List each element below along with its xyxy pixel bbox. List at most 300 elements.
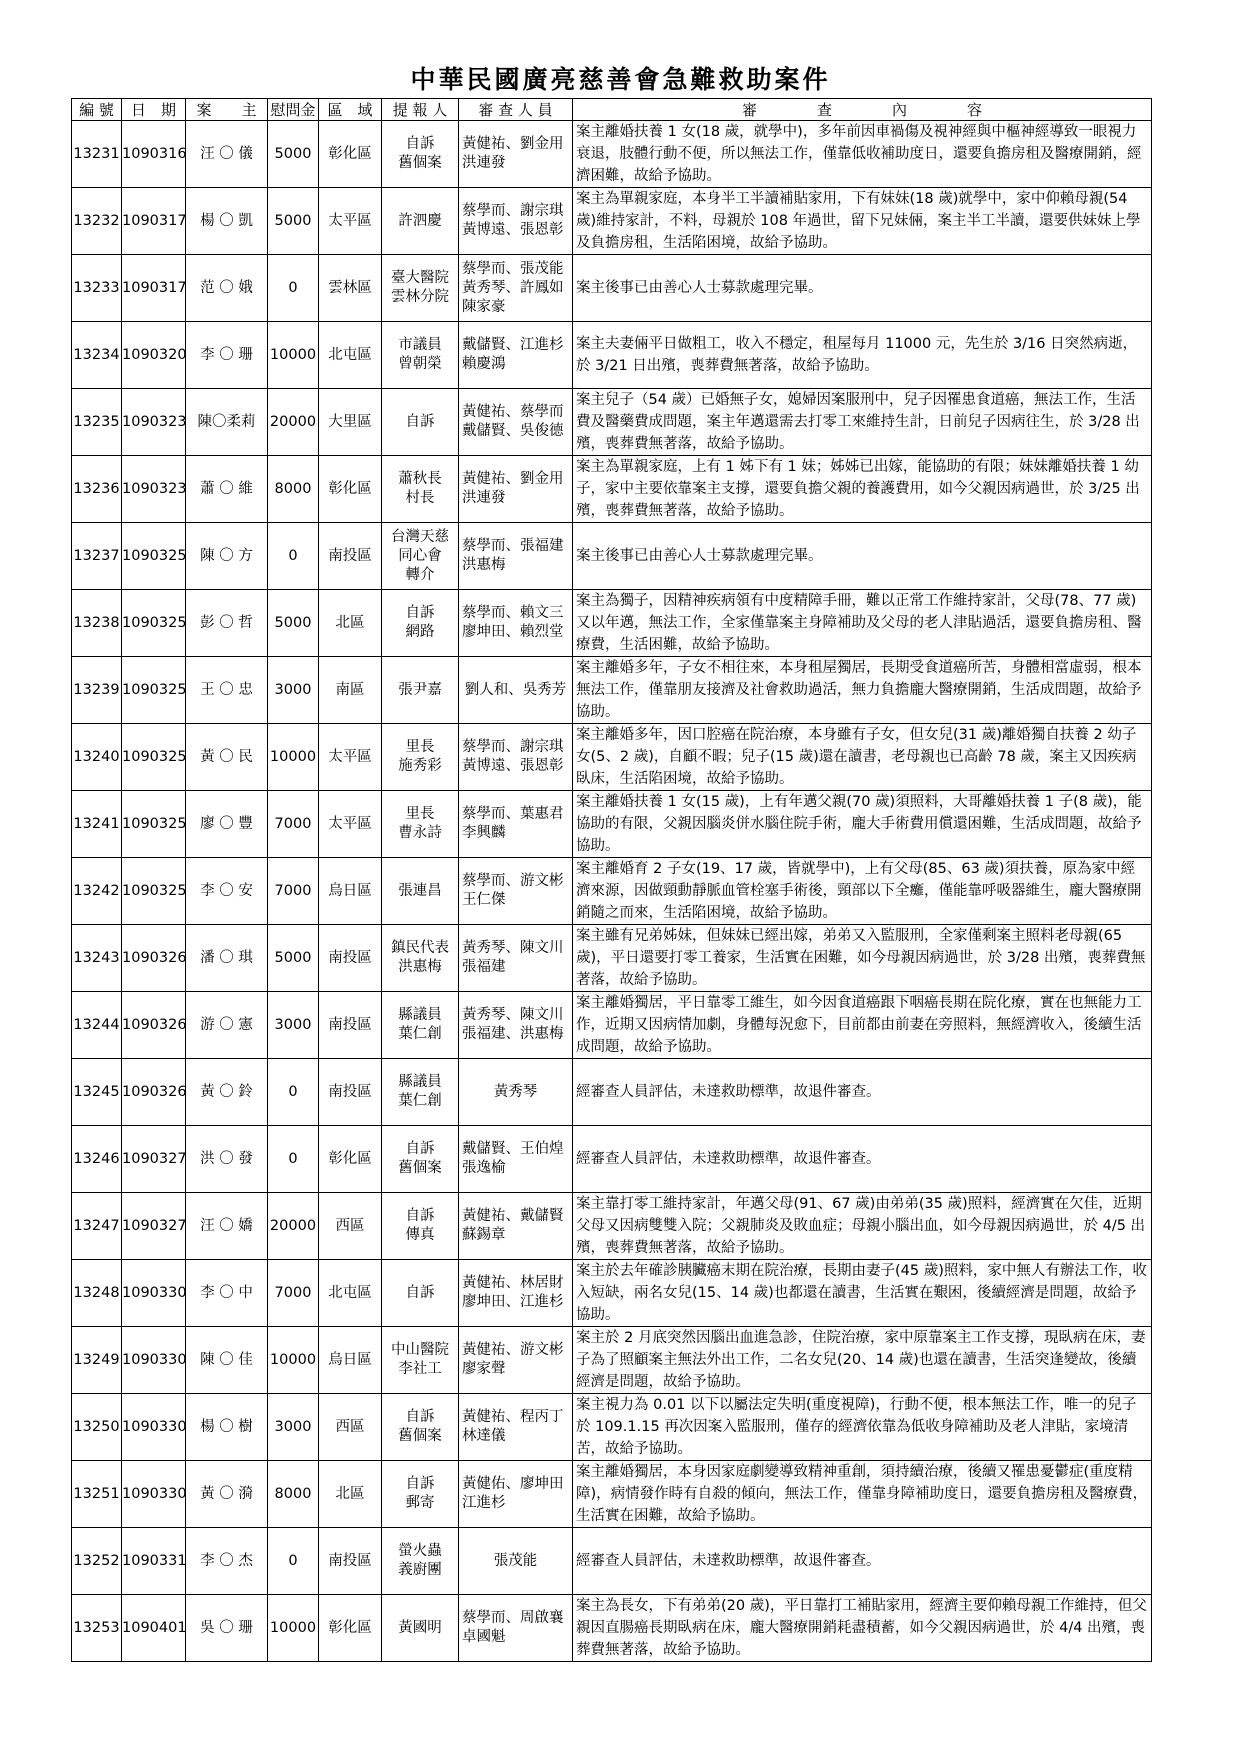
case-id-cell: 13233 [72,255,122,322]
case-amount-cell: 5000 [268,121,319,188]
reviewer-line: 蔡學而、謝宗琪 [462,739,564,755]
table-row [72,1059,1152,1126]
case-client-cell: 范 〇 娥 [186,255,268,322]
case-content-cell: 案主為單親家庭，本身半工半讀補貼家用，下有妹妹(18 歲)就學中，家中仰賴母親(54 歲)維持家計，不料，母親於 108 年過世，留下兄妹倆，案主半工半讀，還要供妹妹上學及負擔房租，生活陷困境，故給予協助。 [573,188,1152,255]
reviewer-line: 蔡學而、游文彬 [462,873,564,889]
case-client-cell: 李 〇 珊 [186,322,268,389]
reviewer-line: 戴儲賢、王伯煌 [462,1141,564,1157]
case-reporter-cell [382,1193,459,1260]
case-client-cell: 陳 〇 方 [186,523,268,590]
case-amount-cell: 7000 [268,1260,319,1327]
case-reporter-cell [382,389,459,456]
case-reporter-cell [382,925,459,992]
case-date-cell: 1090326 [122,992,186,1059]
reviewer-line: 蔡學而、賴文三 [462,605,564,621]
case-date-cell: 1090401 [122,1595,186,1662]
case-client-cell: 黃 〇 民 [186,724,268,791]
reporter-line: 網路 [405,624,435,640]
case-date-cell: 1090325 [122,724,186,791]
case-reporter-cell [382,1260,459,1327]
case-content-cell: 案主離婚扶養 1 女(15 歲)，上有年邁父親(70 歲)須照料，大哥離婚扶養 1 子(8 歲)，能協助的有限，父親因腦炎併水腦住院手術，龐大手術費用償還困難，生活成問題，故給予協助。 [573,791,1152,858]
case-content-cell: 案主夫妻倆平日做粗工，收入不穩定，租屋每月 11000 元，先生於 3/16 日突然病逝，於 3/21 日出殯，喪葬費無著落，故給予協助。 [573,322,1152,389]
case-id-cell: 13250 [72,1394,122,1461]
page-title: 中華民國廣亮慈善會急難救助案件 [410,65,831,94]
case-amount-cell: 10000 [268,724,319,791]
case-date-cell: 1090326 [122,1059,186,1126]
case-amount-cell: 20000 [268,389,319,456]
case-reviewers-cell [459,523,573,590]
case-content-cell: 案主離婚獨居，本身因家庭劇變導致精神重創，須持續治療，後續又罹患憂鬱症(重度精障)，病情發作時有自殺的傾向，無法工作，僅靠身障補助度日，還要負擔房租及醫療費，生活實在困難，故給予協助。 [573,1461,1152,1528]
case-date-cell: 1090330 [122,1461,186,1528]
reporter-line: 自訴 [405,1208,435,1224]
case-reviewers-cell [459,322,573,389]
case-amount-cell: 0 [268,1059,319,1126]
table-row [72,322,1152,389]
case-client-cell: 汪 〇 嬌 [186,1193,268,1260]
reviewer-line: 黃健祐、戴儲賢 [462,1208,564,1224]
reviewer-line: 洪連發 [462,155,506,171]
case-content-cell: 案主離婚獨居，平日靠零工維生，如今因食道癌跟下咽癌長期在院化療，實在也無能力工作，近期又因病情加劇，身體每況愈下，目前都由前妻在旁照料，無經濟收入，後續生活成問題，故給予協助。 [573,992,1152,1059]
reviewer-line: 張茂能 [493,1552,538,1569]
case-district-cell: 北區 [319,590,382,657]
reporter-line: 自訴 [405,1409,435,1425]
case-reviewers-cell [459,590,573,657]
reviewer-line: 黃健祐、劉金用 [462,471,564,487]
case-client-cell: 潘 〇 琪 [186,925,268,992]
table-row [72,389,1152,456]
case-amount-cell: 5000 [268,188,319,255]
case-district-cell: 太平區 [319,791,382,858]
case-content-cell: 案主離婚多年，因口腔癌在院治療，本身雖有子女，但女兒(31 歲)離婚獨自扶養 2 幼子女(5、2 歲)，自顧不暇；兒子(15 歲)還在讀書，老母親也已高齡 78 歲，案主又因疾病臥床，生活陷困境，故給予協助。 [573,724,1152,791]
case-amount-cell: 3000 [268,657,319,724]
case-date-cell: 1090323 [122,389,186,456]
reviewer-line: 洪惠梅 [462,557,506,573]
reporter-line: 自訴 [405,413,435,430]
reporter-line: 雲林分院 [391,289,449,305]
reporter-line: 洪惠梅 [398,959,442,975]
case-reviewers-cell [459,858,573,925]
table-row [72,1260,1152,1327]
case-client-cell: 王 〇 忠 [186,657,268,724]
case-reviewers-cell [459,1595,573,1662]
case-id-cell: 13231 [72,121,122,188]
case-reviewers-cell [459,657,573,724]
reviewer-line: 戴儲賢、江進杉 [462,337,564,353]
case-date-cell: 1090325 [122,791,186,858]
case-id-cell: 13239 [72,657,122,724]
case-client-cell: 楊 〇 樹 [186,1394,268,1461]
case-client-cell: 黃 〇 漪 [186,1461,268,1528]
case-rows [72,121,1152,1662]
reporter-line: 舊個案 [398,155,442,171]
case-district-cell: 西區 [319,1193,382,1260]
header-district: 區 域 [319,99,382,121]
reporter-line: 施秀彩 [398,758,442,774]
reviewer-line: 黃健祐、蔡學而 [462,404,564,420]
reporter-line: 鎮民代表 [391,940,449,956]
case-amount-cell: 0 [268,1126,319,1193]
case-reporter-cell [382,1461,459,1528]
case-amount-cell: 10000 [268,1327,319,1394]
reviewer-line: 黃健祐、劉金用 [462,136,564,152]
case-reviewers-cell [459,456,573,523]
reporter-line: 曹永詩 [398,825,442,841]
table-row [72,791,1152,858]
case-client-cell: 洪 〇 發 [186,1126,268,1193]
header-reporter: 提 報 人 [382,99,459,121]
case-content-cell: 案主靠打零工維持家計，年邁父母(91、67 歲)由弟弟(35 歲)照料，經濟實在欠佳，近期父母又因病雙雙入院；父親肺炎及敗血症；母親小腦出血，如今母親因病過世，於 4/5 出殯，喪葬費無著落，故給予協助。 [573,1193,1152,1260]
case-reporter-cell [382,1327,459,1394]
case-date-cell: 1090331 [122,1528,186,1595]
case-id-cell: 13234 [72,322,122,389]
reviewer-line: 陳家豪 [462,298,506,315]
case-reporter-cell [382,858,459,925]
reporter-line: 縣議員 [398,1007,442,1023]
table-row [72,188,1152,255]
reporter-line: 自訴 [405,605,435,621]
case-client-cell: 游 〇 憲 [186,992,268,1059]
case-reviewers-cell [459,389,573,456]
header-reviewers: 審 查 人 員 [459,99,573,121]
case-date-cell: 1090325 [122,657,186,724]
case-amount-cell: 3000 [268,1394,319,1461]
case-id-cell: 13253 [72,1595,122,1662]
case-district-cell: 北屯區 [319,1260,382,1327]
reviewer-line: 蔡學而、張福建 [462,538,564,554]
reporter-line: 葉仁創 [398,1026,442,1042]
header-amount: 慰問金 [268,99,319,121]
case-district-cell: 烏日區 [319,1327,382,1394]
table-row [72,724,1152,791]
reviewer-line: 戴儲賢、吳俊德 [462,423,564,439]
table-row [72,1394,1152,1461]
table-row [72,1327,1152,1394]
case-reporter-cell [382,590,459,657]
reviewer-line: 蔡學而、謝宗琪 [462,203,564,219]
case-reviewers-cell [459,188,573,255]
case-content-cell: 案主離婚扶養 1 女(18 歲，就學中)，多年前因車禍傷及視神經與中樞神經導致一眼視力衰退，肢體行動不便，所以無法工作，僅靠低收補助度日，還要負擔房租及醫療開銷，經濟困難，故給予協助。 [573,121,1152,188]
case-date-cell: 1090320 [122,322,186,389]
table-row [72,1126,1152,1193]
case-client-cell: 蕭 〇 維 [186,456,268,523]
case-reporter-cell [382,255,459,322]
case-amount-cell: 7000 [268,791,319,858]
reporter-line: 舊個案 [398,1160,442,1176]
case-id-cell: 13246 [72,1126,122,1193]
header-row [72,99,1152,121]
reporter-line: 縣議員 [398,1074,442,1090]
case-district-cell: 北屯區 [319,322,382,389]
reporter-line: 臺大醫院 [391,270,449,286]
table-row [72,1461,1152,1528]
case-district-cell: 南區 [319,657,382,724]
case-district-cell: 北區 [319,1461,382,1528]
case-date-cell: 1090325 [122,590,186,657]
case-reviewers-cell [459,1461,573,1528]
case-id-cell: 13232 [72,188,122,255]
case-id-cell: 13247 [72,1193,122,1260]
reviewer-line: 李興麟 [462,825,506,841]
header-client: 案 主 [186,99,268,121]
case-district-cell: 西區 [319,1394,382,1461]
case-district-cell: 彰化區 [319,1126,382,1193]
case-date-cell: 1090326 [122,925,186,992]
case-reporter-cell [382,523,459,590]
case-reporter-cell [382,791,459,858]
reviewer-line: 黃博遠、張恩彰 [462,758,564,774]
case-amount-cell: 0 [268,255,319,322]
case-content-cell: 案主後事已由善心人士募款處理完畢。 [573,255,1152,322]
case-reviewers-cell [459,1394,573,1461]
case-date-cell: 1090323 [122,456,186,523]
case-reviewers-cell [459,255,573,322]
case-district-cell: 彰化區 [319,456,382,523]
reporter-line: 葉仁創 [398,1093,442,1109]
reviewer-line: 張逸榆 [462,1160,506,1176]
reporter-line: 同心會 [398,547,442,564]
reporter-line: 自訴 [405,1476,435,1492]
reporter-line: 轉介 [405,566,435,583]
case-content-cell: 案主離婚多年，子女不相往來，本身租屋獨居，長期受食道癌所苦，身體相當虛弱，根本無法工作，僅靠朋友接濟及社會救助過活，無力負擔龐大醫療開銷，生活成問題，故給予協助。 [573,657,1152,724]
reviewer-line: 黃健祐、程丙丁 [462,1409,564,1425]
reporter-line: 村長 [405,490,435,506]
case-amount-cell: 10000 [268,322,319,389]
table-row [72,1193,1152,1260]
case-date-cell: 1090317 [122,188,186,255]
case-client-cell: 廖 〇 豐 [186,791,268,858]
reviewer-line: 張福建、洪惠梅 [462,1026,564,1042]
case-date-cell: 1090327 [122,1193,186,1260]
case-client-cell: 黃 〇 鈴 [186,1059,268,1126]
reviewer-line: 廖坤田、賴烈堂 [462,624,564,640]
case-id-cell: 13237 [72,523,122,590]
case-content-cell: 案主雖有兄弟姊妹，但妹妹已經出嫁，弟弟又入監服刑，全家僅剩案主照料老母親(65 歲)，平日還要打零工養家，生活實在困難，如今母親因病過世，於 3/28 出殯，喪葬費無著落，故給予協助。 [573,925,1152,992]
case-reporter-cell [382,188,459,255]
reviewer-line: 賴慶鴻 [462,356,506,372]
reviewer-line: 張福建 [462,959,506,975]
reporter-line: 自訴 [405,1141,435,1157]
case-client-cell: 李 〇 安 [186,858,268,925]
table-row [72,456,1152,523]
case-date-cell: 1090330 [122,1394,186,1461]
case-id-cell: 13242 [72,858,122,925]
reporter-line: 李社工 [398,1361,442,1377]
case-id-cell: 13245 [72,1059,122,1126]
case-amount-cell: 0 [268,1528,319,1595]
table-row [72,523,1152,590]
case-reviewers-cell [459,992,573,1059]
case-date-cell: 1090317 [122,255,186,322]
table-row [72,1528,1152,1595]
case-id-cell: 13241 [72,791,122,858]
reviewer-line: 黃博遠、張恩彰 [462,222,564,238]
case-reviewers-cell [459,1193,573,1260]
case-id-cell: 13244 [72,992,122,1059]
case-client-cell: 陳〇柔莉 [186,389,268,456]
reporter-line: 里長 [405,739,435,755]
case-district-cell: 烏日區 [319,858,382,925]
case-amount-cell: 20000 [268,1193,319,1260]
case-reporter-cell [382,121,459,188]
case-date-cell: 1090325 [122,523,186,590]
header-date: 日 期 [122,99,186,121]
table-row [72,925,1152,992]
case-amount-cell: 5000 [268,925,319,992]
case-date-cell: 1090325 [122,858,186,925]
case-id-cell: 13251 [72,1461,122,1528]
reviewer-line: 廖家聲 [462,1361,506,1377]
case-district-cell: 南投區 [319,992,382,1059]
case-district-cell: 太平區 [319,188,382,255]
case-client-cell: 汪 〇 儀 [186,121,268,188]
case-client-cell: 吳 〇 珊 [186,1595,268,1662]
case-reviewers-cell [459,1260,573,1327]
case-reporter-cell [382,1059,459,1126]
reviewer-line: 黃健祐、林居財 [462,1275,564,1291]
table-row [72,255,1152,322]
reporter-line: 蕭秋長 [398,471,442,487]
reviewer-line: 洪連發 [462,490,506,506]
reviewer-line: 蔡學而、周啟襄 [462,1610,564,1626]
case-reporter-cell [382,657,459,724]
reviewer-line: 林達儀 [462,1428,506,1444]
reviewer-line: 蔡學而、張茂能 [462,260,564,277]
case-id-cell: 13252 [72,1528,122,1595]
table-row [72,590,1152,657]
case-id-cell: 13240 [72,724,122,791]
case-district-cell: 彰化區 [319,1595,382,1662]
reporter-line: 中山醫院 [391,1342,449,1358]
case-district-cell: 南投區 [319,1059,382,1126]
reporter-line: 傳真 [405,1227,435,1243]
case-id-cell: 13249 [72,1327,122,1394]
reporter-line: 螢火蟲 [398,1543,442,1559]
reviewer-line: 卓國魁 [462,1629,506,1645]
case-reviewers-cell [459,1327,573,1394]
case-reporter-cell [382,992,459,1059]
case-reporter-cell [382,1528,459,1595]
case-content-cell: 案主於 2 月底突然因腦出血進急診，住院治療，家中原靠案主工作支撐，現臥病在床，妻子為了照顧案主無法外出工作，二名女兒(20、14 歲)也還在讀書，生活突逢變故，後續經濟是問題，故給予協助。 [573,1327,1152,1394]
reviewer-line: 黃健祐、游文彬 [462,1342,564,1358]
case-reviewers-cell [459,1528,573,1595]
case-content-cell: 案主離婚育 2 子女(19、17 歲，皆就學中)，上有父母(85、63 歲)須扶養，原為家中經濟來源，因做頸動靜脈血管栓塞手術後，頸部以下全癱，僅能靠呼吸器維生，龐大醫療開銷隨之而來，生活陷困境，故給予協助。 [573,858,1152,925]
reviewer-line: 黃秀琴 [493,1083,538,1100]
case-reporter-cell [382,456,459,523]
reviewer-line: 蔡學而、葉惠君 [462,806,564,822]
case-client-cell: 李 〇 杰 [186,1528,268,1595]
case-reviewers-cell [459,791,573,858]
reviewer-line: 黃秀琴、許鳳如 [462,279,564,296]
reporter-line: 自訴 [405,136,435,152]
table-row [72,1595,1152,1662]
case-reviewers-cell [459,1059,573,1126]
case-amount-cell: 0 [268,523,319,590]
case-district-cell: 大里區 [319,389,382,456]
reviewer-line: 黃秀琴、陳文川 [462,940,564,956]
case-id-cell: 13235 [72,389,122,456]
case-content-cell: 經審查人員評估，未達救助標準，故退件審查。 [573,1126,1152,1193]
reporter-line: 郵寄 [405,1495,435,1511]
case-amount-cell: 3000 [268,992,319,1059]
reviewer-line: 蘇錫章 [462,1227,506,1243]
table-row [72,121,1152,188]
case-id-cell: 13236 [72,456,122,523]
case-client-cell: 李 〇 中 [186,1260,268,1327]
case-amount-cell: 8000 [268,456,319,523]
reporter-line: 許泗慶 [398,212,442,229]
case-content-cell: 案主於去年確診胰臟癌末期在院治療，長期由妻子(45 歲)照料，家中無人有辦法工作，收入短缺，兩名女兒(15、14 歲)也都還在讀書，生活實在艱困，後續經濟是問題，故給予協助。 [573,1260,1152,1327]
case-id-cell: 13238 [72,590,122,657]
case-content-cell: 案主後事已由善心人士募款處理完畢。 [573,523,1152,590]
reviewer-line: 王仁傑 [462,892,506,908]
reviewer-line: 劉人和、吳秀芳 [464,681,567,698]
header-content: 審 查 內 容 [573,99,1152,121]
case-date-cell: 1090330 [122,1327,186,1394]
case-client-cell: 陳 〇 佳 [186,1327,268,1394]
reviewer-line: 黃秀琴、陳文川 [462,1007,564,1023]
case-content-cell: 案主兒子（54 歲）已婚無子女，媳婦因案服刑中，兒子因罹患食道癌，無法工作，生活費及醫藥費成問題，案主年邁還需去打零工來維持生計，日前兒子因病往生，於 3/28 出殯，喪葬費無著落，故給予協助。 [573,389,1152,456]
case-client-cell: 楊 〇 凱 [186,188,268,255]
case-reviewers-cell [459,121,573,188]
case-reviewers-cell [459,724,573,791]
cases-table [71,98,1152,1662]
reporter-line: 里長 [405,806,435,822]
case-content-cell: 經審查人員評估，未達救助標準，故退件審查。 [573,1059,1152,1126]
case-district-cell: 雲林區 [319,255,382,322]
reporter-line: 自訴 [405,1284,435,1301]
case-district-cell: 南投區 [319,925,382,992]
case-date-cell: 1090330 [122,1260,186,1327]
case-date-cell: 1090316 [122,121,186,188]
case-district-cell: 彰化區 [319,121,382,188]
case-reporter-cell [382,1394,459,1461]
case-id-cell: 13243 [72,925,122,992]
reviewer-line: 廖坤田、江進杉 [462,1294,564,1310]
case-district-cell: 南投區 [319,523,382,590]
reviewer-line: 江進杉 [462,1495,506,1511]
reporter-line: 曾朝榮 [398,356,442,372]
case-content-cell: 經審查人員評估，未達救助標準，故退件審查。 [573,1528,1152,1595]
case-content-cell: 案主為獨子，因精神疾病領有中度精障手冊，難以正常工作維持家計，父母(78、77 歲)又以年邁，無法工作，全家僅靠案主身障補助及父母的老人津貼過活，還要負擔房租、醫療費，生活困難，故給予協助。 [573,590,1152,657]
reporter-line: 張連昌 [398,882,442,899]
case-district-cell: 南投區 [319,1528,382,1595]
case-amount-cell: 10000 [268,1595,319,1662]
reporter-line: 黃國明 [398,1619,442,1636]
case-content-cell: 案主為長女，下有弟弟(20 歲)，平日靠打工補貼家用，經濟主要仰賴母親工作維持，但父親因直腸癌長期臥病在床，龐大醫療開銷耗盡積蓄，如今父親因病過世，於 4/4 出殯，喪葬費無著落，故給予協助。 [573,1595,1152,1662]
case-reviewers-cell [459,1126,573,1193]
case-content-cell: 案主視力為 0.01 以下以屬法定失明(重度視障)，行動不便，根本無法工作，唯一的兒子於 109.1.15 再次因案入監服刑，僅存的經濟依靠為低收身障補助及老人津貼，家境清苦，故給予協助。 [573,1394,1152,1461]
table-row [72,992,1152,1059]
case-reporter-cell [382,724,459,791]
case-reporter-cell [382,322,459,389]
case-client-cell: 彭 〇 哲 [186,590,268,657]
table-row [72,858,1152,925]
reporter-line: 市議員 [398,337,442,353]
header-id: 編 號 [72,99,122,121]
reporter-line: 舊個案 [398,1428,442,1444]
case-amount-cell: 5000 [268,590,319,657]
reporter-line: 張尹嘉 [398,681,442,698]
reporter-line: 台灣天慈 [391,528,449,545]
table-row [72,657,1152,724]
case-date-cell: 1090327 [122,1126,186,1193]
reviewer-line: 黃健佑、廖坤田 [462,1476,564,1492]
case-amount-cell: 7000 [268,858,319,925]
case-amount-cell: 8000 [268,1461,319,1528]
case-district-cell: 太平區 [319,724,382,791]
case-id-cell: 13248 [72,1260,122,1327]
case-reporter-cell [382,1126,459,1193]
